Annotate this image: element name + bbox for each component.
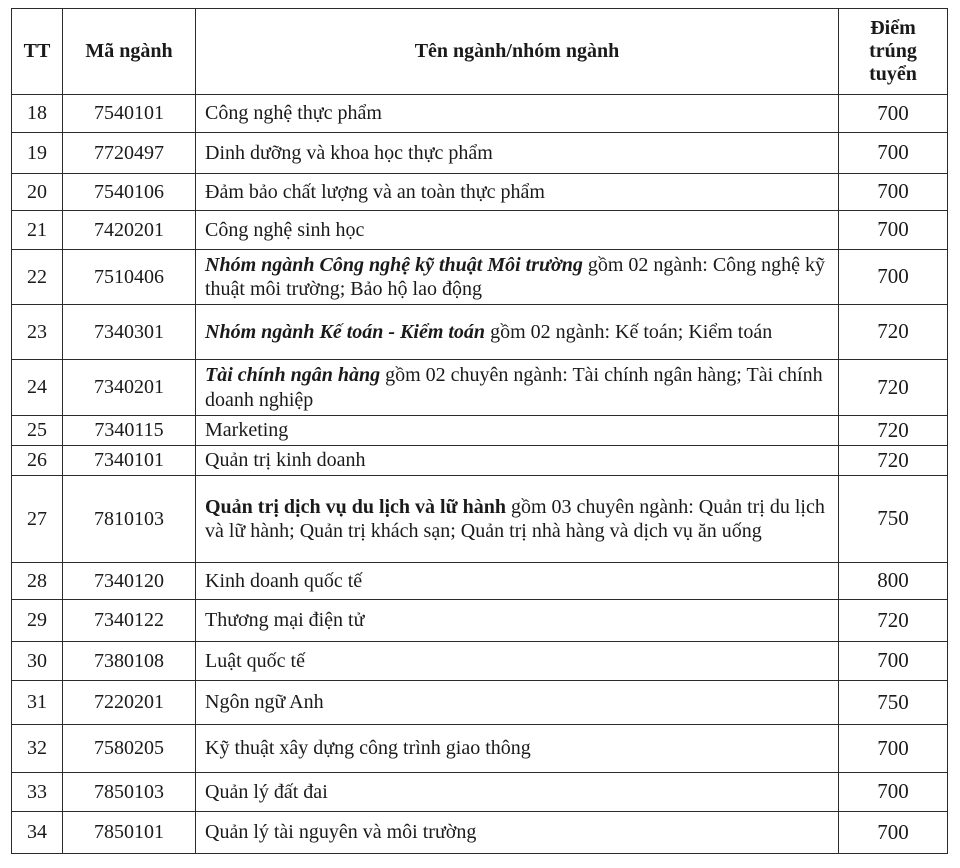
row-code: 7850103 xyxy=(63,773,196,812)
row-name xyxy=(196,812,839,854)
row-name-text: Công nghệ thực phẩm xyxy=(205,102,382,125)
row-code: 7850101 xyxy=(63,812,196,854)
row-tt: 19 xyxy=(12,133,63,174)
row-name xyxy=(196,563,839,600)
table-row xyxy=(12,600,948,642)
row-tt: 30 xyxy=(12,642,63,681)
row-name-text: gồm 03 chuyên ngành: Quản trị du lịch và lữ hành; Quản trị khách sạn; Quản trị nhà hàng và dịch vụ ăn uống xyxy=(205,495,825,542)
table-row xyxy=(12,360,948,416)
row-name-text: Quản trị kinh doanh xyxy=(205,449,366,472)
row-name-text: gồm 02 ngành: Công nghệ kỹ thuật môi trường; Bảo hộ lao động xyxy=(205,253,826,300)
row-name xyxy=(196,95,839,133)
table-row xyxy=(12,95,948,133)
row-code: 7220201 xyxy=(63,681,196,725)
row-score: 700 xyxy=(839,174,948,211)
row-name xyxy=(196,773,839,812)
table-row xyxy=(12,725,948,773)
table-row xyxy=(12,642,948,681)
table-row xyxy=(12,211,948,250)
header-name: Tên ngành/nhóm ngành xyxy=(196,9,839,95)
row-name-text: Đảm bảo chất lượng và an toàn thực phẩm xyxy=(205,180,545,203)
row-code: 7340101 xyxy=(63,446,196,476)
row-tt: 22 xyxy=(12,250,63,305)
row-score: 700 xyxy=(839,642,948,681)
row-code: 7340120 xyxy=(63,563,196,600)
row-name-emphasis: Tài chính ngân hàng xyxy=(205,364,381,387)
table-row xyxy=(12,250,948,305)
row-score: 800 xyxy=(839,563,948,600)
row-name xyxy=(196,642,839,681)
row-code: 7340115 xyxy=(63,416,196,446)
row-name-text: Quản lý đất đai xyxy=(205,780,328,803)
row-name xyxy=(196,305,839,360)
row-name-text: Dinh dưỡng và khoa học thực phẩm xyxy=(205,141,493,164)
row-score: 700 xyxy=(839,95,948,133)
row-tt: 29 xyxy=(12,600,63,642)
row-name xyxy=(196,360,839,416)
header-score xyxy=(839,9,948,95)
table-body xyxy=(12,95,948,854)
row-code: 7340201 xyxy=(63,360,196,416)
row-name xyxy=(196,211,839,250)
header-code: Mã ngành xyxy=(63,9,196,95)
row-name-text: Ngôn ngữ Anh xyxy=(205,691,324,714)
row-code: 7380108 xyxy=(63,642,196,681)
row-code: 7420201 xyxy=(63,211,196,250)
row-tt: 24 xyxy=(12,360,63,416)
row-name-text: Quản lý tài nguyên và môi trường xyxy=(205,821,477,844)
row-score: 700 xyxy=(839,725,948,773)
row-name-text: Marketing xyxy=(205,419,289,442)
row-tt: 34 xyxy=(12,812,63,854)
row-name-text: Thương mại điện tử xyxy=(205,609,365,632)
row-code: 7340301 xyxy=(63,305,196,360)
table-row xyxy=(12,416,948,446)
table-row xyxy=(12,563,948,600)
row-score: 700 xyxy=(839,812,948,854)
row-tt: 23 xyxy=(12,305,63,360)
row-name-text: Luật quốc tế xyxy=(205,649,305,672)
header-row xyxy=(12,9,948,95)
row-tt: 21 xyxy=(12,211,63,250)
row-name xyxy=(196,250,839,305)
table-row xyxy=(12,812,948,854)
row-name-text: gồm 02 ngành: Kế toán; Kiểm toán xyxy=(485,320,773,343)
row-score: 700 xyxy=(839,250,948,305)
row-name-emphasis: Nhóm ngành Công nghệ kỹ thuật Môi trường xyxy=(205,253,583,276)
row-tt: 20 xyxy=(12,174,63,211)
row-name xyxy=(196,725,839,773)
row-score: 700 xyxy=(839,133,948,174)
row-tt: 18 xyxy=(12,95,63,133)
header-tt: TT xyxy=(12,9,63,95)
table-row xyxy=(12,773,948,812)
row-score: 720 xyxy=(839,446,948,476)
row-name-text: Công nghệ sinh học xyxy=(205,218,365,241)
table-row xyxy=(12,681,948,725)
row-name-text: gồm 02 chuyên ngành: Tài chính ngân hàng; Tài chính doanh nghiệp xyxy=(205,364,823,411)
table-row xyxy=(12,305,948,360)
row-score: 700 xyxy=(839,211,948,250)
row-code: 7540106 xyxy=(63,174,196,211)
row-name xyxy=(196,133,839,174)
row-tt: 28 xyxy=(12,563,63,600)
table-row xyxy=(12,174,948,211)
table-row xyxy=(12,133,948,174)
row-tt: 27 xyxy=(12,476,63,563)
row-tt: 32 xyxy=(12,725,63,773)
row-tt: 31 xyxy=(12,681,63,725)
row-name xyxy=(196,476,839,563)
row-code: 7580205 xyxy=(63,725,196,773)
row-tt: 25 xyxy=(12,416,63,446)
row-score: 720 xyxy=(839,360,948,416)
row-code: 7810103 xyxy=(63,476,196,563)
row-score: 700 xyxy=(839,773,948,812)
row-tt: 26 xyxy=(12,446,63,476)
row-name xyxy=(196,416,839,446)
row-score: 720 xyxy=(839,416,948,446)
row-code: 7510406 xyxy=(63,250,196,305)
row-score: 750 xyxy=(839,681,948,725)
row-name-emphasis: Quản trị dịch vụ du lịch và lữ hành xyxy=(205,495,506,518)
row-score: 720 xyxy=(839,600,948,642)
row-name xyxy=(196,446,839,476)
row-code: 7540101 xyxy=(63,95,196,133)
row-tt: 33 xyxy=(12,773,63,812)
row-code: 7340122 xyxy=(63,600,196,642)
row-score: 720 xyxy=(839,305,948,360)
row-name xyxy=(196,600,839,642)
row-score: 750 xyxy=(839,476,948,563)
row-name-emphasis: Nhóm ngành Kế toán - Kiểm toán xyxy=(205,320,486,343)
table-row xyxy=(12,446,948,476)
row-name xyxy=(196,174,839,211)
table-row xyxy=(12,476,948,563)
admission-score-table xyxy=(11,8,948,854)
row-name xyxy=(196,681,839,725)
header-score-text: Điểm trúng tuyển xyxy=(869,17,917,85)
row-name-text: Kỹ thuật xây dựng công trình giao thông xyxy=(205,737,531,760)
row-name-text: Kinh doanh quốc tế xyxy=(205,569,363,592)
row-code: 7720497 xyxy=(63,133,196,174)
